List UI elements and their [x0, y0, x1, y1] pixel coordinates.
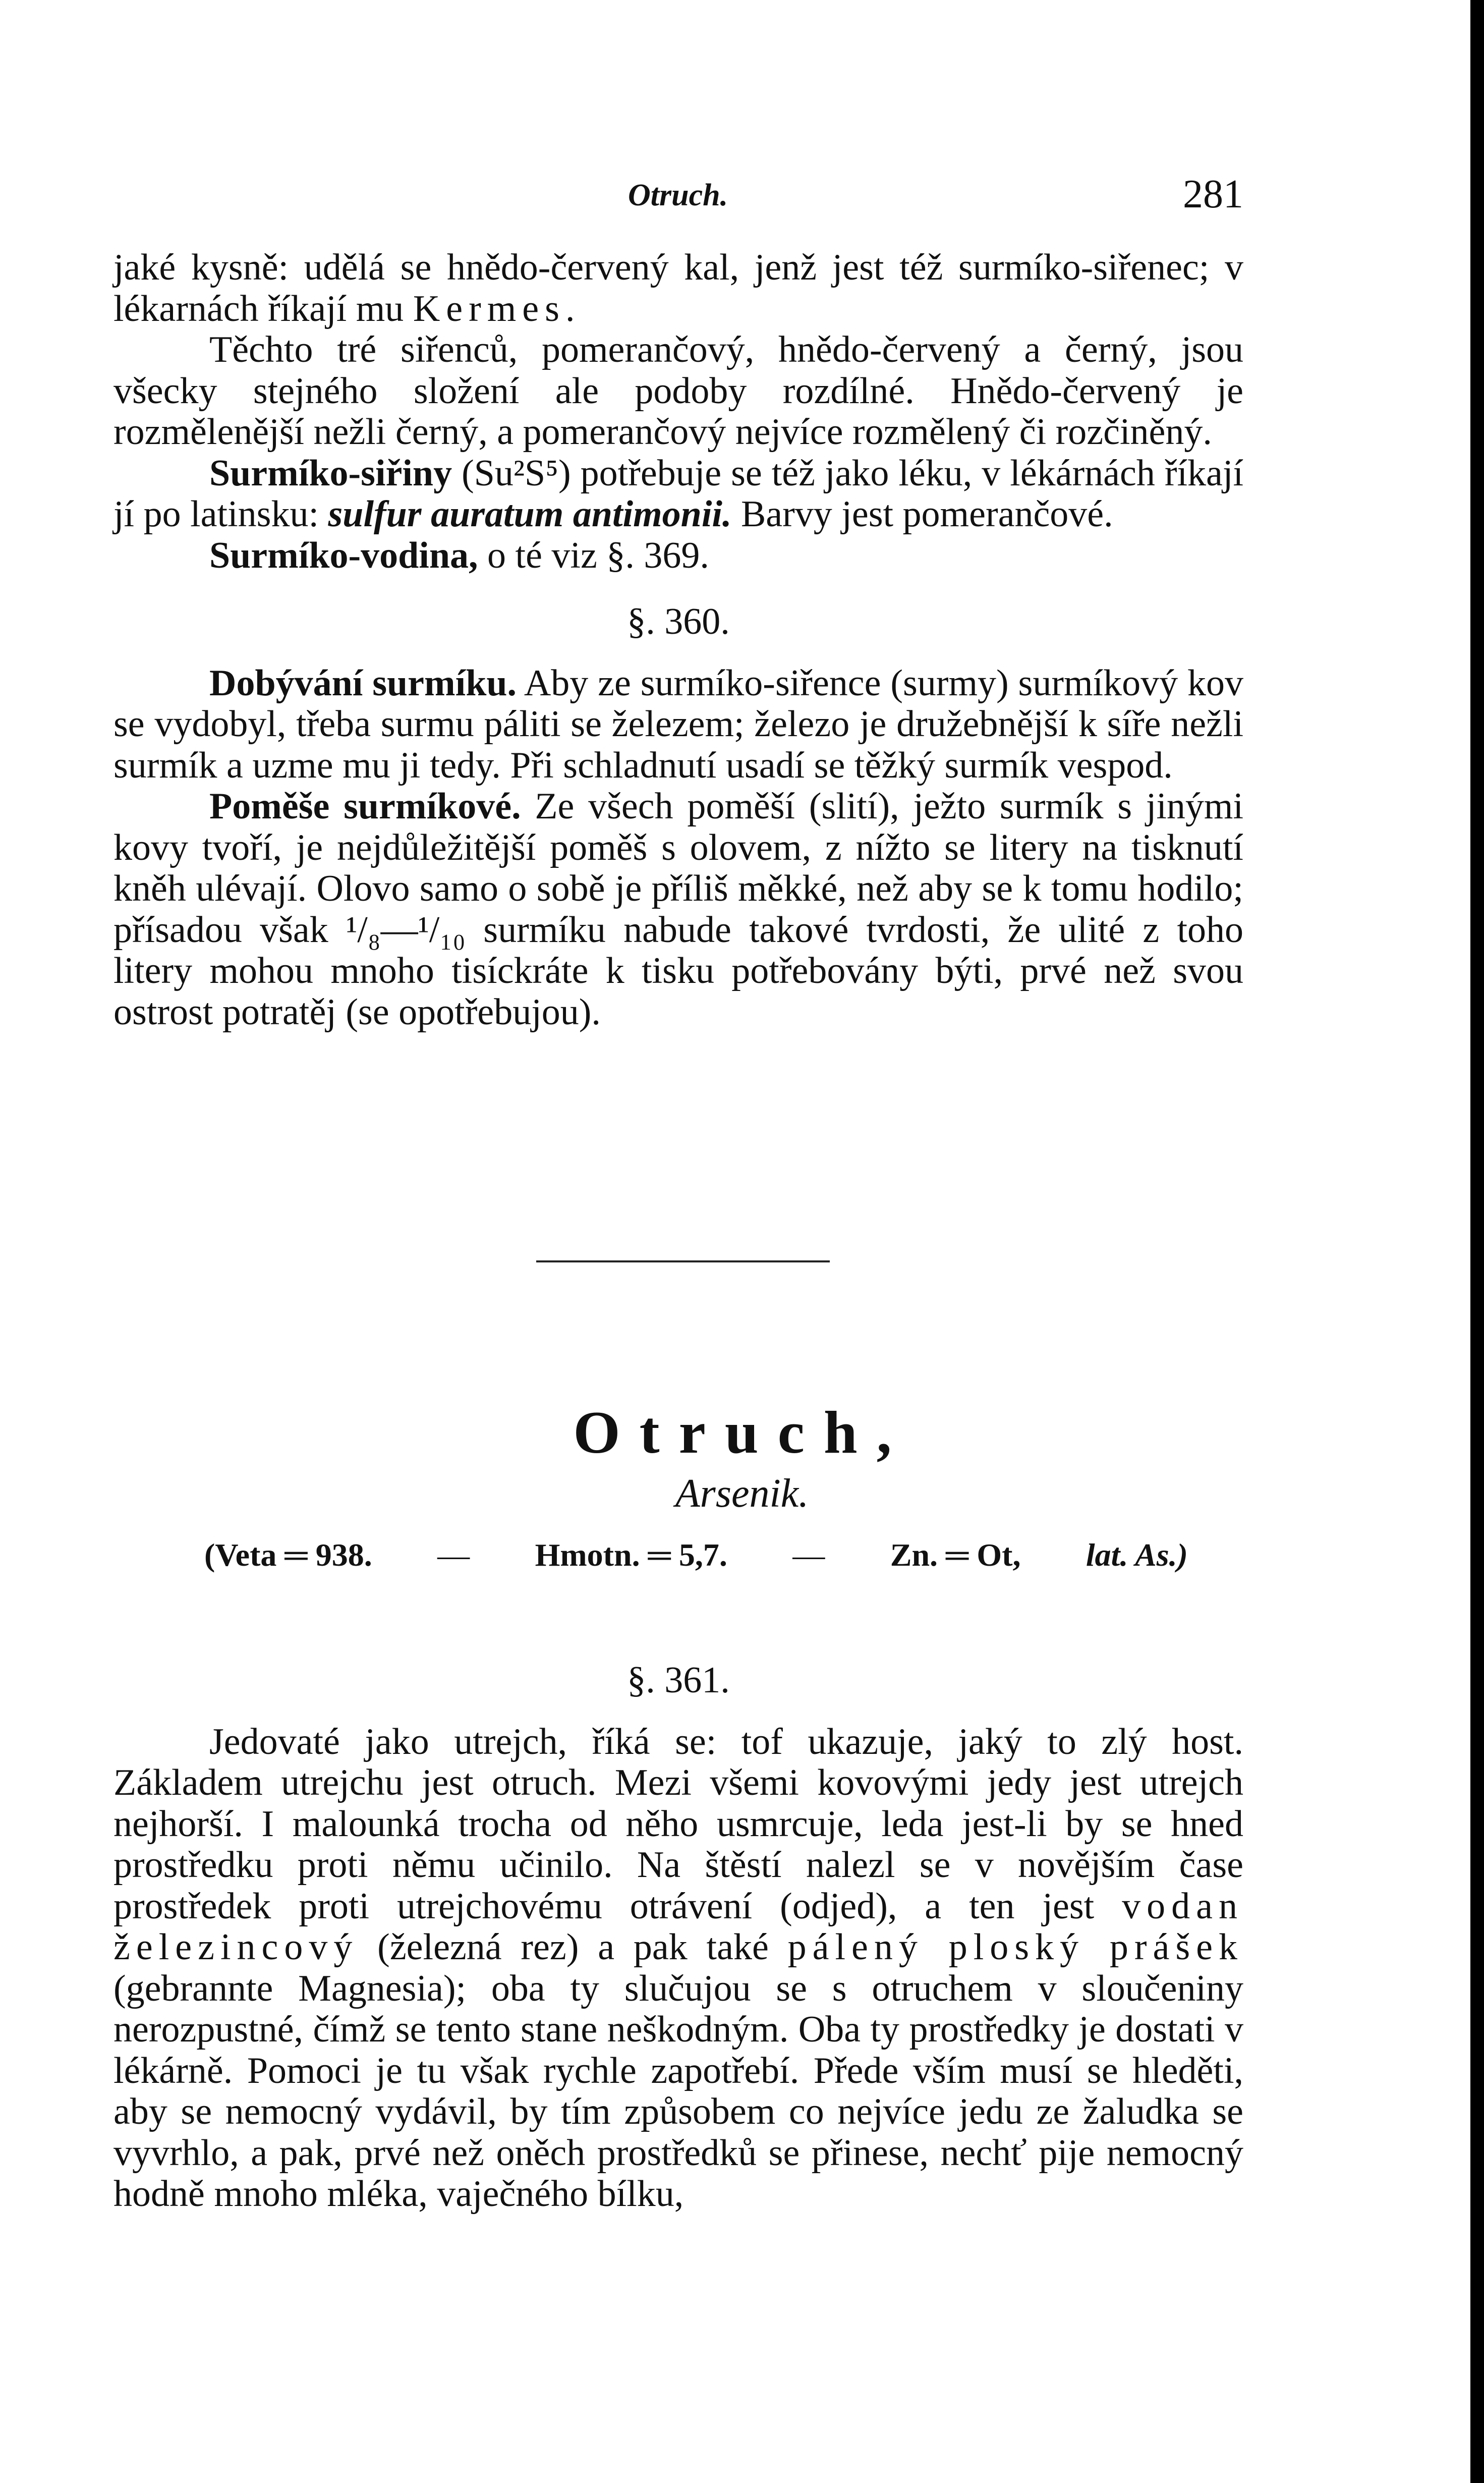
- term: pálený ploský prášek: [787, 1926, 1244, 1968]
- term: vodan železincový: [113, 1885, 1244, 1968]
- body-text-upper: [113, 247, 1243, 1033]
- chapter-title: Otruch,: [573, 1399, 911, 1466]
- fraction: ¹/₈—¹/₁₀: [346, 909, 466, 951]
- paragraph-text: jaké kysně: udělá se hnědo-červený kal, jenž jest též surmíko-siřenec; v lékarnách říkají mu: [113, 247, 1243, 329]
- formula-dash: —: [792, 1537, 825, 1573]
- paragraph-text: o té viz §. 369.: [487, 534, 709, 576]
- paragraph-text: Ze všech poměší (slití), ježto surmík s jinými kovy tvoří, je nejdůležitější poměš s olovem, z nížto se litery na tisknutí kněh ulévají. Olovo samo o sobě je příliš měkké, než aby se k tomu hodilo; přísadou však: [113, 786, 1244, 951]
- paragraph-text: Jedovaté jako utrejch, říká se: tof ukazuje, jaký to zlý host. Základem utrejchu jest otruch. Mezi všemi kovovými jedy jest utrejch nejhorší. I malounká trocha od něho usmrcuje, leda jest-li by se hned prostředku proti němu učinilo. Na štěstí nalezl se v novějším čase prostředek proti utrejchovému otrávení (odjed), a ten jest: [113, 1721, 1243, 1927]
- running-title: Otruch.: [628, 178, 728, 212]
- paragraph: [113, 247, 1243, 329]
- formula: (Su²S⁵): [462, 452, 571, 494]
- paragraph: [113, 786, 1243, 1033]
- paragraph-text: Aby ze surmíko-siřence (surmy) surmíkový kov se vydobyl, třeba surmu páliti se železem; železo je družebnější k síře nežli surmík a uzme mu ji tedy. Při schladnutí usadí se těžký surmík vespod.: [113, 662, 1243, 786]
- page-header: [113, 172, 1243, 227]
- paragraph-text: surmíku nabude takové tvrdosti, že ulité z toho litery mohou mnoho tisíckráte k tisku potřebovány býti, prvé než svou ostrost potratěj (se opotřebujou).: [113, 909, 1244, 1033]
- page-number: 281: [1183, 172, 1243, 216]
- chapter-subtitle: Arsenik.: [675, 1471, 809, 1516]
- paragraph: [113, 535, 1243, 577]
- paragraph-text: (železná rez) a pak také: [377, 1926, 769, 1968]
- latin-term: sulfur auratum antimonii.: [328, 493, 732, 535]
- term: Kermes.: [413, 288, 581, 329]
- formula-zn: Zn. ═ Ot,: [890, 1537, 1021, 1573]
- formula-hmotn: Hmotn. ═ 5,7.: [535, 1537, 727, 1573]
- paragraph: [113, 1722, 1243, 2215]
- paragraph: [113, 663, 1243, 787]
- section-mark: §. 361.: [627, 1660, 730, 1701]
- term: Surmíko-siřiny: [209, 452, 452, 494]
- formula-dash: —: [437, 1537, 470, 1573]
- scan-edge: [1470, 0, 1484, 2483]
- term: Poměše surmíkové.: [209, 786, 521, 827]
- formula-latin: lat. As.): [1086, 1537, 1188, 1573]
- section-divider: [536, 1260, 830, 1262]
- body-text-lower: [113, 1635, 1243, 2215]
- paragraph-text: potřebuje se též jako léku, v lékárnách říkají jí po latinsku:: [113, 452, 1244, 535]
- paragraph: [113, 453, 1243, 535]
- term: Surmíko-vodina,: [209, 534, 478, 576]
- section-mark: §. 360.: [627, 601, 730, 642]
- paragraph-text: (gebrannte Magnesia); oba ty slučujou se s otruchem v sloučeniny nerozpustné, čímž se tento stane neškodným. Oba ty prostředky je dostati v lékárně. Pomoci je tu však rychle zapotřebí. Přede vším musí se hleděti, aby se nemocný vydávil, by tím způsobem co nejvíce jedu ze žaludka se vyvrhlo, a pak, prvé než oněch prostředků se přinese, nechť pije nemocný hodně mnoho mléka, vaječného bílku,: [113, 1967, 1243, 2215]
- term: Dobývání surmíku.: [209, 662, 517, 704]
- formula-veta: (Veta ═ 938.: [204, 1537, 372, 1573]
- element-formula-line: [204, 1536, 1188, 1574]
- paragraph: Těchto tré siřenců, pomerančový, hnědo-červený a černý, jsou všecky stejného složení ale podoby rozdílné. Hnědo-červený je rozmělenější nežli černý, a pomerančový nejvíce rozmělený či rozčiněný.: [113, 329, 1243, 453]
- paragraph-text: Barvy jest pomerančové.: [740, 493, 1113, 535]
